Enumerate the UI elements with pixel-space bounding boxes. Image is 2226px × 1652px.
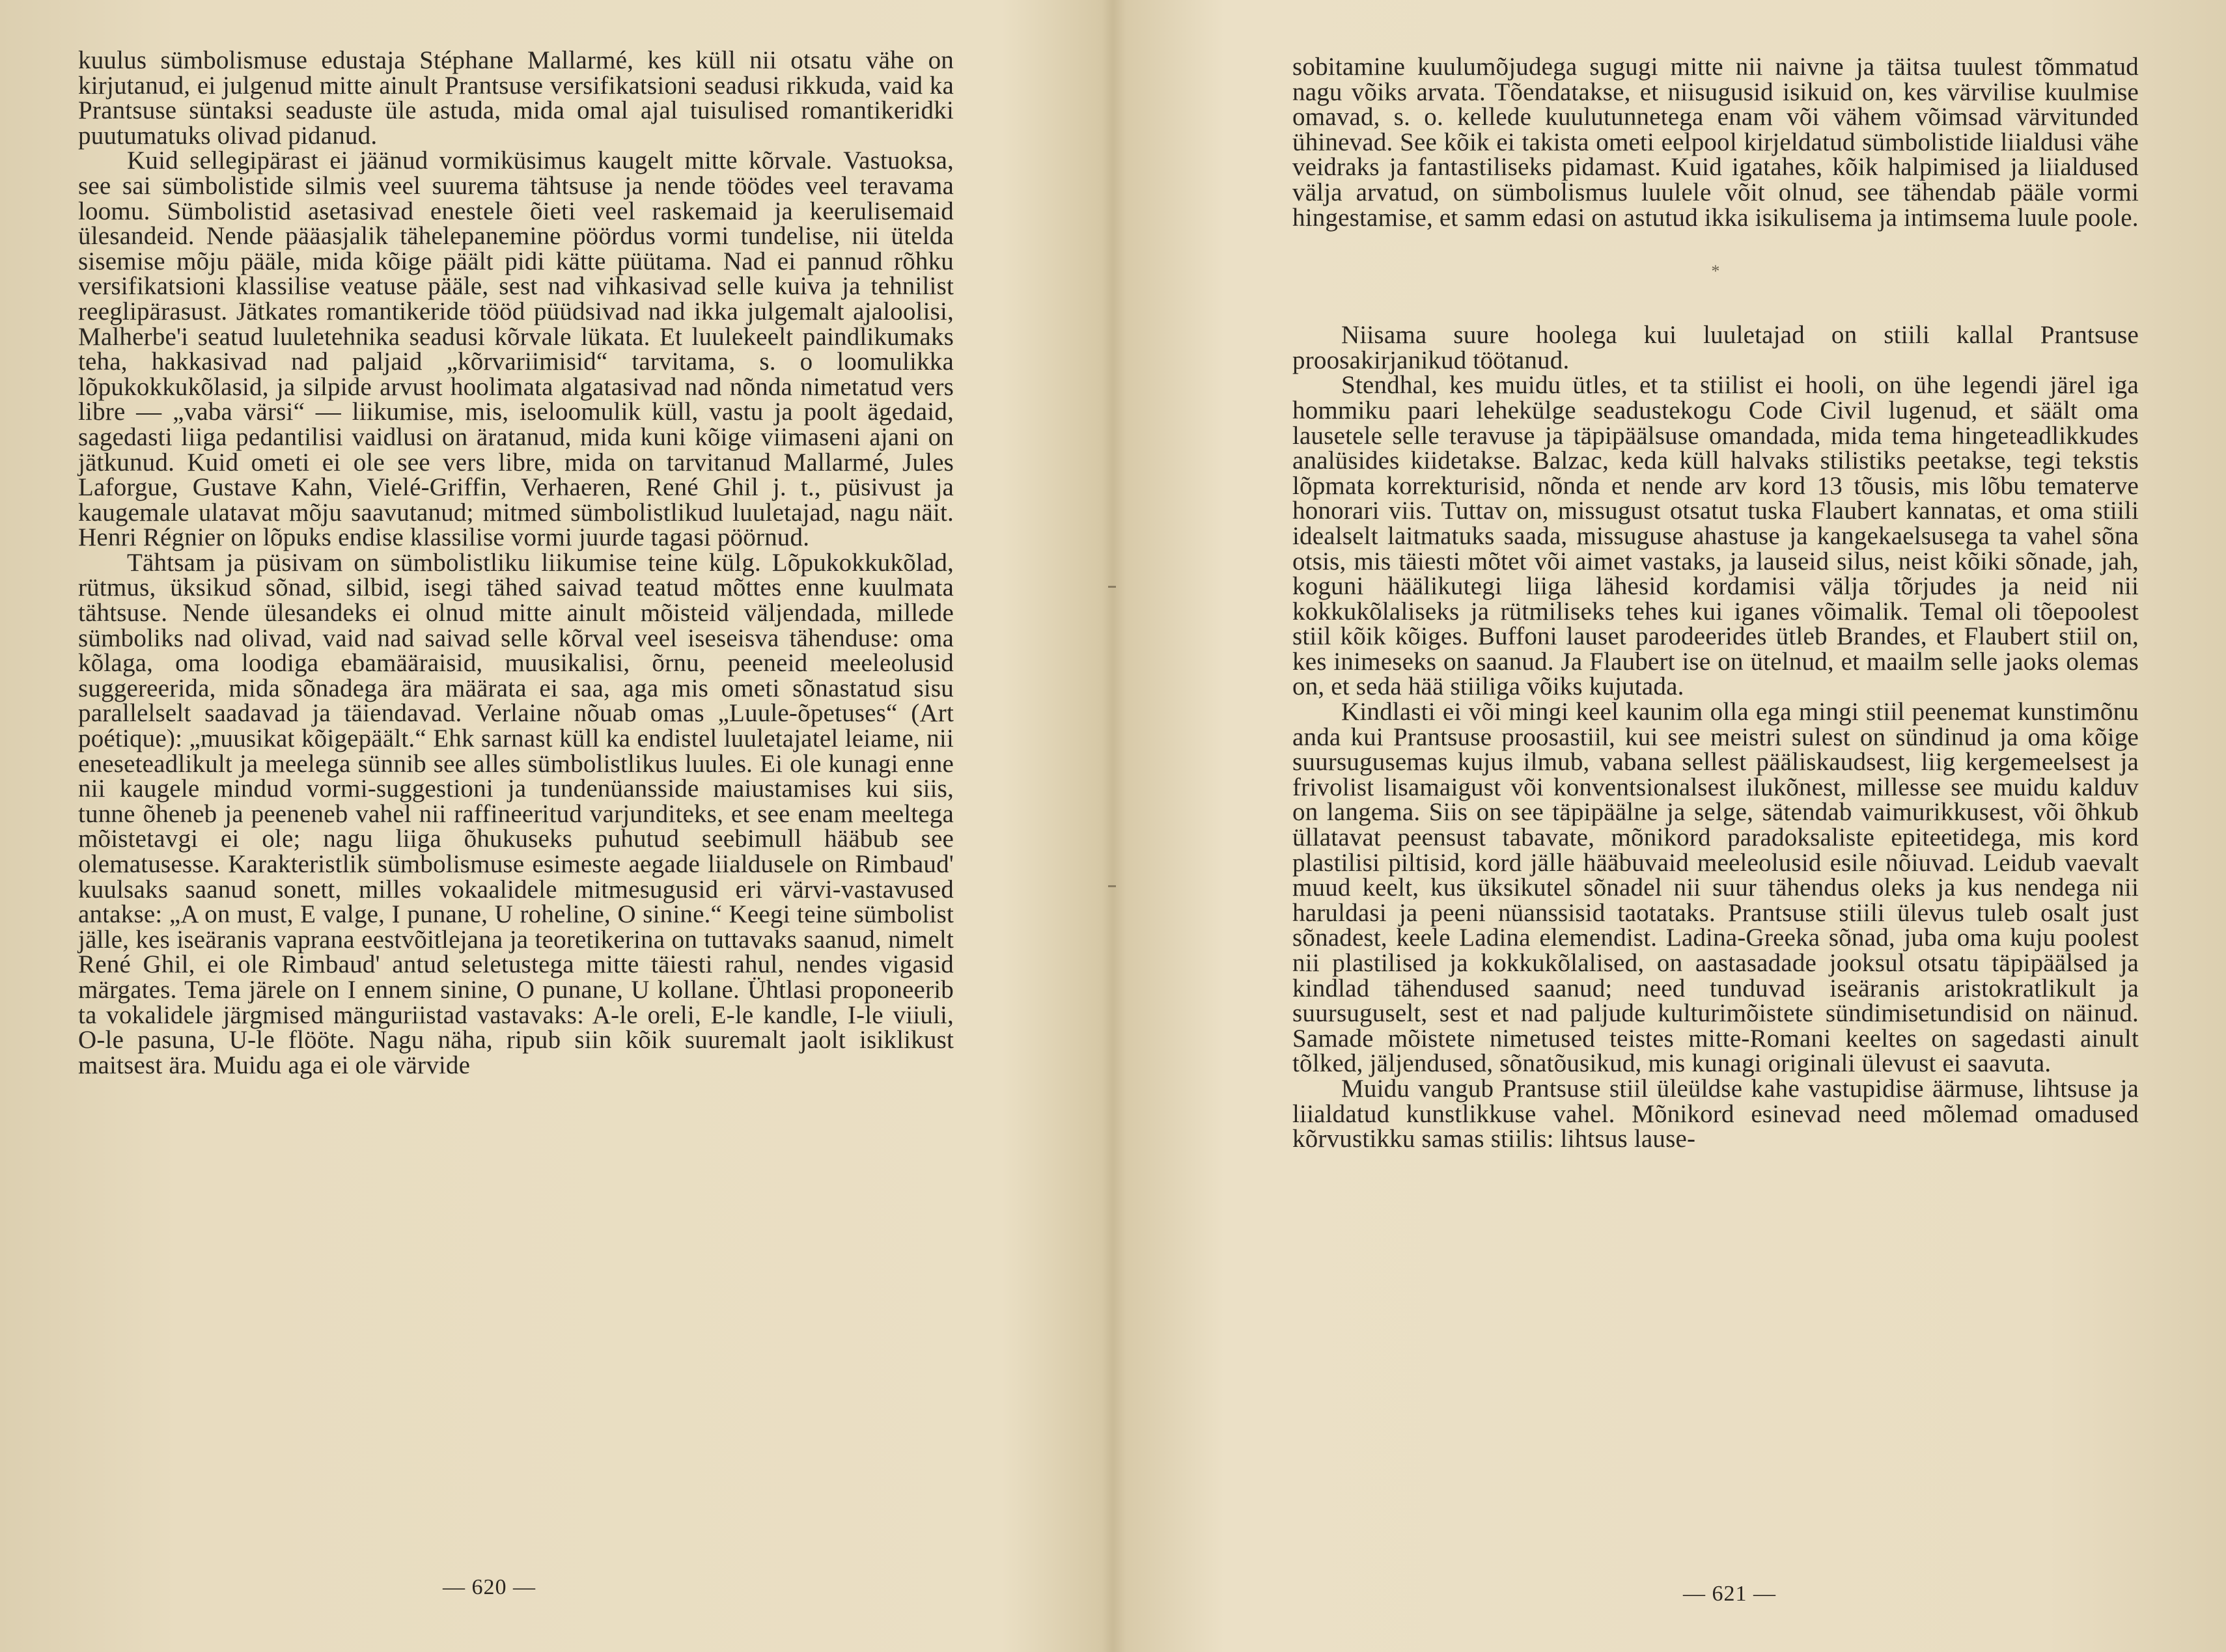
- right-page: [1117, 0, 2226, 1652]
- paragraph: Muidu vangub Prantsuse stiil üleüldse kahe vastupidise äärmuse, lihtsuse ja liialdatud kunstlikkuse vahel. Mõnikord esinevad need mõlemad omadused kõrvustikku samas stiilis: lihtsus lause-: [1292, 1074, 2139, 1153]
- page-number: — 620 —: [443, 1575, 536, 1599]
- paragraph: Stendhal, kes muidu ütles, et ta stiilist ei hooli, on ühe legendi järel iga hommiku paari lehekülge seadustekogu Code Civil lugenud, et säält oma lausetele selle teravuse ja täpipäälsuse omandada, mida tema hingeteadlikkudes analüsides kiidetakse. Balzac, keda küll halvaks stilistiks peetakse, tegi tekstis lõpmata korrekturisid, nõnda et nende arv kord 13 tõusis, mis lõbu tematerve honorari viis. Tuttav on, missugust otsatut tuska Flaubert kannatas, et oma stiili idealselt laitmatuks saada, missuguse ahastuse ja kangekaelsusega ta vahel sõna otsis, mis täiesti mõtet või aimet vastaks, ja lauseid silus, neist kõiki sõnade, jah, koguni häälikutegi liiga lähesid kordamisi välja tõrjudes ja neid nii kokkukõlaliseks ja rütmiliseks tehes kui iganes võimalik. Temal oli tõepoolest stiil kõik kõiges. Buffoni lauset parodeerides ütleb Brandes, et Flaubert stiil on, kes inimeseks on saanud. Ja Flaubert ise on ütelnud, et maailm selle jaoks olemas on, et seda hää stiiliga võiks kujutada.: [1292, 371, 2139, 701]
- paragraph: Kindlasti ei või mingi keel kaunim olla ega mingi stiil peenemat kunstimõnu anda kui Prantsuse proosastiil, kui see meistri sulest on sündinud ja oma kõige suursugusemas kujus ilmub, vabana sellest pääliskaudsest, liig kergemeelsest ja frivolist lisamaigust või konventsionalsest ilukõnest, millesse see muidu kalduv on langema. Siis on see täpipäälne ja selge, sätendab vaimurikkusest, või õhkub üllatavat peensust tabavate, mõnikord paradoksaliste epiteetidega, mis kord plastilisi piltisid, kord jälle hääbuvaid meeleolusid esile nõiuvad. Leidub vaevalt muud keelt, kus üksikutel sõnadel nii suur tähendus oleks ja kus nendega nii haruldasi ja peeni nüanssisid taotataks. Prantsuse stiili ülevus tuleb osalt just sõnadest, keele Ladina elemendist. Ladina-Greeka sõnad, juba oma kuju poolest nii plastilised ja kokkukõlalised, on aastasadade jooksul otsatu täpipäälsed ja kindlad tähendused saanud; need tunduvad iseäranis aristokratlikult ja suursuguselt, sest et nad paljude kulturimõistete sündimisetundisid on näinud. Samade mõistete nimetused teistes mitte-Romani keeltes on sagedasti ainult tõlked, jäljendused, sõnatõusikud, mis kunagi originali ülevust ei saavuta.: [1292, 698, 2139, 1078]
- paragraph: Niisama suure hoolega kui luuletajad on stiili kallal Prantsuse proosakirjanikud töötanud.: [1292, 321, 2139, 374]
- paragraph: kuulus sümbolismuse edustaja Stéphane Mallarmé, kes küll nii otsatu vähe on kirjutanud, ei julgenud mitte ainult Prantsuse versifikatsioni seadusi rikkuda, vaid ka Prantsuse süntaksi seaduste üle astuda, mida omal ajal tuisulised romantikeridki puutumatuks olivad pidanud.: [78, 46, 954, 150]
- binding-mark: [1108, 586, 1116, 588]
- section-separator: *: [1711, 262, 1720, 281]
- paragraph: Tähtsam ja püsivam on sümbolistliku liikumise teine külg. Lõpukokkukõlad, rütmus, üksikud sõnad, silbid, isegi tähed saivad teatud mõttes enne kuulmata tähtsuse. Nende ülesandeks ei olnud mitte ainult mõisteid väljendada, millede sümboliks nad olivad, vaid nad saivad selle kõrval veel iseseisva tähenduse: oma kõlaga, oma loodiga ebamääraisid, muusikalisi, õrnu, peeneid meeleolusid suggereerida, mida sõnadega ära määrata ei saa, aga mis ometi sõnastatud sisu parallelselt saadavad ja täiendavad. Verlaine nõuab omas „Luule-õpetuses“ (Art poétique): „muusikat kõigepäält.“ Ehk sarnast küll ka endistel luuletajatel leiame, nii eneseteadlikult ja meelega sünnib see alles sümbolistlikus luules. Ei ole kunagi enne nii kaugele mindud vormi-suggestioni ja tundenüansside maiustamises kui siis, tunne õheneb ja peeneneb vahel nii raffineeritud varjunditeks, et see enam meeltega mõistetavgi ei ole; nagu liiga õhukuseks puhutud seebimull hääbub see olematusesse. Karakteristlik sümbolismuse esimeste aegade liialdusele on Rimbaud' kuulsaks saanud sonett, milles vokaalidele mitmesugusid eri värvi-vastavused antakse: „A on must, E valge, I punane, U roheline, O sinine.“ Keegi teine sümbolist jälle, kes iseäranis vaprana eestvõitlejana ja teoretikerina on tuttavaks saanud, nimelt René Ghil, ei ole Rimbaud' antud seletustega mitte täiesti rahul, nendes vigasid märgates. Tema järele on I ennem sinine, O punane, U kollane. Ühtlasi proponeerib ta vokalidele järgmised mänguriistad vastavaks: A-le oreli, E-le kandle, I-le viiuli, O-le pasuna, U-le flööte. Nagu näha, ripub siin kõik suuremalt jaolt isiklikust maitsest ära. Muidu aga ei ole värvide: [78, 548, 954, 1079]
- left-page: [0, 0, 1110, 1652]
- paragraph: sobitamine kuulumõjudega sugugi mitte nii naivne ja täitsa tuulest tõmmatud nagu võiks arvata. Tõendatakse, et niisugusid isikuid on, kes värvilise kuulmise omavad, s. o. kellede kuulutunnetega enam või vähem võimsad värvitunded ühinevad. See kõik ei takista ometi eelpool kirjeldatud sümbolistide liialdusi vähe veidraks ja fantastiliseks pidamast. Kuid igatahes, kõik halpimised ja liialdused välja arvatud, on sümbolismus luulele võit olnud, see tähendab pääle vormi hingestamise, et samm edasi on astutud ikka isikulisema ja intimsema luule poole.: [1292, 53, 2139, 232]
- paragraph: Kuid sellegipärast ei jäänud vormiküsimus kaugelt mitte kõrvale. Vastuoksa, see sai sümbolistide silmis veel suurema tähtsuse ja nende töödes veel teravama loomu. Sümbolistid asetasivad enestele õieti veel raskemaid ja keerulisemaid ülesandeid. Nende pääasjalik tähelepanemine pöördus vormi tundelise, nii ütelda sisemise mõju pääle, mida kõige päält pidi kätte püütama. Nad ei pannud rõhku versifikatsioni klassilise veatuse pääle, sest nad vihkasivad selle kuiva ja tehnilist reeglipärasust. Jätkates romantikeride tööd püüdsivad nad ikka julgemalt ajaloolisi, Malherbe'i seatud luuletehnika seadusi kõrvale lükata. Et luulekeelt paindlikumaks teha, hakkasivad nad paljaid „kõrvariimisid“ tarvitama, s. o loomulikka lõpukokkukõlasid, ja silpide arvust hoolimata algatasivad nad nõnda nimetatud vers libre — „vaba värsi“ — liikumise, mis, iseloomulik küll, vastu ja poolt ägedaid, sagedasti liiga pedantilisi vaidlusi on äratanud, mida kuni kõige viimaseni ajani on jätkunud. Kuid ometi ei ole see vers libre, mida on tarvitanud Mallarmé, Jules Laforgue, Gustave Kahn, Vielé-Griffin, Verhaeren, René Ghil j. t., püsivust ja kaugemale ulatavat mõju saavutanud; mitmed sümbolistlikud luuletajad, nagu näit. Henri Régnier on lõpuks endise klassilise vormi juurde tagasi pöörnud.: [78, 146, 954, 552]
- right-page-text: [1292, 55, 2139, 1152]
- binding-mark: [1108, 885, 1116, 887]
- left-page-text: [78, 48, 954, 1078]
- page-number: — 621 —: [1683, 1582, 1776, 1606]
